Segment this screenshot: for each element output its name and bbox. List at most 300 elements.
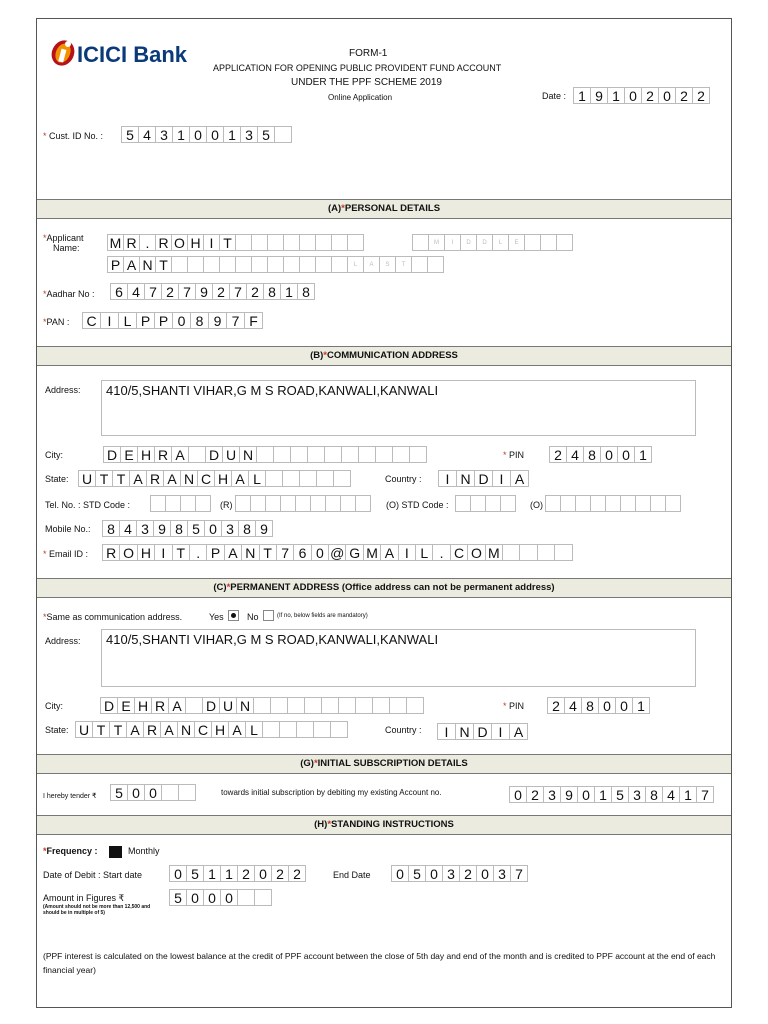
char-box[interactable]: T: [92, 721, 110, 738]
char-box[interactable]: U: [78, 470, 96, 487]
char-box[interactable]: U: [75, 721, 93, 738]
char-box[interactable]: [187, 256, 204, 273]
char-box[interactable]: 0: [204, 520, 222, 537]
char-box[interactable]: [262, 721, 280, 738]
char-box[interactable]: 3: [155, 126, 173, 143]
char-box[interactable]: 5: [121, 126, 139, 143]
char-box[interactable]: 8: [297, 283, 315, 300]
char-box[interactable]: 2: [246, 283, 264, 300]
char-box[interactable]: 4: [127, 283, 145, 300]
char-box[interactable]: P: [107, 256, 124, 273]
char-box[interactable]: [524, 234, 541, 251]
char-box[interactable]: [341, 446, 359, 463]
char-box[interactable]: 9: [560, 786, 578, 803]
char-box[interactable]: 2: [288, 865, 306, 882]
char-box[interactable]: H: [211, 721, 229, 738]
char-box[interactable]: 1: [280, 283, 298, 300]
char-box[interactable]: [545, 495, 561, 512]
cust-id-boxes[interactable]: [121, 126, 291, 143]
char-box[interactable]: [180, 495, 196, 512]
char-box[interactable]: 3: [442, 865, 460, 882]
char-box[interactable]: 8: [170, 520, 188, 537]
char-box[interactable]: 3: [493, 865, 511, 882]
char-box[interactable]: 9: [153, 520, 171, 537]
char-box[interactable]: A: [126, 721, 144, 738]
char-box[interactable]: [372, 697, 390, 714]
char-box[interactable]: [411, 256, 428, 273]
char-box[interactable]: [455, 495, 471, 512]
char-box[interactable]: U: [219, 697, 237, 714]
char-box[interactable]: 2: [526, 786, 544, 803]
char-box[interactable]: P: [206, 544, 224, 561]
char-box[interactable]: H: [214, 470, 232, 487]
char-box[interactable]: 3: [628, 786, 646, 803]
char-box[interactable]: 4: [119, 520, 137, 537]
char-box[interactable]: D: [474, 470, 493, 487]
char-box[interactable]: N: [139, 256, 156, 273]
char-box[interactable]: 2: [161, 283, 179, 300]
char-box[interactable]: 4: [566, 446, 584, 463]
char-box[interactable]: [253, 697, 271, 714]
char-box[interactable]: 9: [255, 520, 273, 537]
char-box[interactable]: [283, 234, 300, 251]
char-box[interactable]: D: [100, 697, 118, 714]
char-box[interactable]: 2: [459, 865, 477, 882]
char-box[interactable]: [287, 697, 305, 714]
char-box[interactable]: [409, 446, 427, 463]
char-box[interactable]: N: [180, 470, 198, 487]
char-box[interactable]: M: [485, 544, 503, 561]
char-box[interactable]: L: [248, 470, 266, 487]
char-box[interactable]: F: [244, 312, 263, 329]
perm-city-boxes[interactable]: [100, 697, 423, 714]
char-box[interactable]: [315, 256, 332, 273]
char-box[interactable]: 1: [573, 87, 591, 104]
char-box[interactable]: 7: [510, 865, 528, 882]
char-box[interactable]: D: [460, 234, 477, 251]
char-box[interactable]: R: [155, 234, 172, 251]
char-box[interactable]: 7: [696, 786, 714, 803]
char-box[interactable]: [665, 495, 681, 512]
char-box[interactable]: 0: [186, 889, 204, 906]
char-box[interactable]: [325, 495, 341, 512]
char-box[interactable]: O: [171, 234, 188, 251]
char-box[interactable]: 4: [662, 786, 680, 803]
char-box[interactable]: 7: [226, 312, 245, 329]
perm-state-boxes[interactable]: [75, 721, 347, 738]
char-box[interactable]: [270, 697, 288, 714]
char-box[interactable]: S: [379, 256, 396, 273]
char-box[interactable]: L: [415, 544, 433, 561]
char-box[interactable]: [274, 126, 292, 143]
char-box[interactable]: [299, 470, 317, 487]
char-box[interactable]: E: [117, 697, 135, 714]
char-box[interactable]: 9: [195, 283, 213, 300]
mobile-boxes[interactable]: [102, 520, 272, 537]
char-box[interactable]: A: [163, 470, 181, 487]
char-box[interactable]: [299, 256, 316, 273]
char-box[interactable]: [235, 256, 252, 273]
char-box[interactable]: 8: [190, 312, 209, 329]
char-box[interactable]: .: [139, 234, 156, 251]
char-box[interactable]: [315, 234, 332, 251]
char-box[interactable]: 1: [172, 126, 190, 143]
char-box[interactable]: T: [155, 256, 172, 273]
char-box[interactable]: 5: [186, 865, 204, 882]
aadhar-boxes[interactable]: [110, 283, 314, 300]
char-box[interactable]: R: [151, 697, 169, 714]
char-box[interactable]: 8: [238, 520, 256, 537]
char-box[interactable]: 2: [692, 87, 710, 104]
end-date-boxes[interactable]: [391, 865, 527, 882]
char-box[interactable]: [375, 446, 393, 463]
char-box[interactable]: .: [189, 544, 207, 561]
char-box[interactable]: 1: [594, 786, 612, 803]
char-box[interactable]: [650, 495, 666, 512]
char-box[interactable]: [575, 495, 591, 512]
char-box[interactable]: 0: [311, 544, 329, 561]
char-box[interactable]: A: [160, 721, 178, 738]
char-box[interactable]: [412, 234, 429, 251]
char-box[interactable]: R: [143, 721, 161, 738]
char-box[interactable]: [310, 495, 326, 512]
char-box[interactable]: 2: [212, 283, 230, 300]
char-box[interactable]: 8: [581, 697, 599, 714]
char-box[interactable]: N: [239, 446, 257, 463]
char-box[interactable]: 5: [257, 126, 275, 143]
char-box[interactable]: 6: [293, 544, 311, 561]
char-box[interactable]: [560, 495, 576, 512]
comm-country-boxes[interactable]: [438, 470, 528, 487]
comm-address-field[interactable]: 410/5,SHANTI VIHAR,G M S ROAD,KANWALI,KANWALI: [101, 380, 696, 436]
char-box[interactable]: 0: [189, 126, 207, 143]
char-box[interactable]: 1: [220, 865, 238, 882]
perm-address-field[interactable]: 410/5,SHANTI VIHAR,G M S ROAD,KANWALI,KANWALI: [101, 629, 696, 687]
char-box[interactable]: [203, 256, 220, 273]
char-box[interactable]: 0: [615, 697, 633, 714]
char-box[interactable]: C: [450, 544, 468, 561]
char-box[interactable]: 0: [206, 126, 224, 143]
char-box[interactable]: L: [245, 721, 263, 738]
char-box[interactable]: [389, 697, 407, 714]
char-box[interactable]: [267, 256, 284, 273]
char-box[interactable]: C: [82, 312, 101, 329]
perm-country-boxes[interactable]: [437, 723, 527, 740]
char-box[interactable]: [321, 697, 339, 714]
char-box[interactable]: [331, 256, 348, 273]
char-box[interactable]: 0: [617, 446, 635, 463]
char-box[interactable]: 5: [408, 865, 426, 882]
char-box[interactable]: [620, 495, 636, 512]
char-box[interactable]: [554, 544, 572, 561]
char-box[interactable]: 2: [547, 697, 565, 714]
char-box[interactable]: [331, 234, 348, 251]
char-box[interactable]: I: [492, 470, 511, 487]
frequency-checkbox[interactable]: [109, 846, 122, 858]
char-box[interactable]: P: [154, 312, 173, 329]
char-box[interactable]: [590, 495, 606, 512]
char-box[interactable]: [304, 697, 322, 714]
char-box[interactable]: 1: [203, 865, 221, 882]
char-box[interactable]: [519, 544, 537, 561]
char-box[interactable]: [178, 784, 196, 801]
char-box[interactable]: [556, 234, 573, 251]
char-box[interactable]: 7: [276, 544, 294, 561]
char-box[interactable]: I: [100, 312, 119, 329]
char-box[interactable]: [150, 495, 166, 512]
char-box[interactable]: C: [197, 470, 215, 487]
char-box[interactable]: [254, 889, 272, 906]
char-box[interactable]: D: [476, 234, 493, 251]
char-box[interactable]: [161, 784, 179, 801]
char-box[interactable]: 1: [632, 697, 650, 714]
char-box[interactable]: H: [137, 446, 155, 463]
char-box[interactable]: A: [510, 470, 529, 487]
char-box[interactable]: [427, 256, 444, 273]
char-box[interactable]: [256, 446, 274, 463]
middle-name-boxes[interactable]: [412, 234, 572, 251]
char-box[interactable]: P: [136, 312, 155, 329]
char-box[interactable]: O: [467, 544, 485, 561]
char-box[interactable]: [235, 234, 252, 251]
char-box[interactable]: 0: [391, 865, 409, 882]
char-box[interactable]: .: [432, 544, 450, 561]
char-box[interactable]: 0: [254, 865, 272, 882]
char-box[interactable]: N: [177, 721, 195, 738]
char-box[interactable]: 6: [110, 283, 128, 300]
char-box[interactable]: 3: [240, 126, 258, 143]
char-box[interactable]: N: [236, 697, 254, 714]
subscription-amount-boxes[interactable]: [110, 784, 195, 801]
char-box[interactable]: 5: [187, 520, 205, 537]
char-box[interactable]: [219, 256, 236, 273]
date-boxes[interactable]: [573, 87, 709, 104]
char-box[interactable]: [267, 234, 284, 251]
char-box[interactable]: 0: [203, 889, 221, 906]
char-box[interactable]: [235, 495, 251, 512]
char-box[interactable]: G: [345, 544, 363, 561]
char-box[interactable]: I: [491, 723, 510, 740]
char-box[interactable]: L: [118, 312, 137, 329]
perm-pin-boxes[interactable]: [547, 697, 649, 714]
char-box[interactable]: 3: [136, 520, 154, 537]
char-box[interactable]: T: [95, 470, 113, 487]
char-box[interactable]: [165, 495, 181, 512]
tel-o-std-boxes[interactable]: [455, 495, 515, 512]
char-box[interactable]: [358, 446, 376, 463]
char-box[interactable]: 0: [509, 786, 527, 803]
char-box[interactable]: [635, 495, 651, 512]
char-box[interactable]: H: [187, 234, 204, 251]
char-box[interactable]: [273, 446, 291, 463]
char-box[interactable]: I: [444, 234, 461, 251]
char-box[interactable]: T: [109, 721, 127, 738]
char-box[interactable]: [283, 256, 300, 273]
char-box[interactable]: [265, 470, 283, 487]
char-box[interactable]: I: [203, 234, 220, 251]
char-box[interactable]: 5: [110, 784, 128, 801]
char-box[interactable]: 0: [476, 865, 494, 882]
char-box[interactable]: A: [129, 470, 147, 487]
char-box[interactable]: 5: [611, 786, 629, 803]
char-box[interactable]: A: [228, 721, 246, 738]
char-box[interactable]: [485, 495, 501, 512]
char-box[interactable]: 0: [144, 784, 162, 801]
char-box[interactable]: [324, 446, 342, 463]
char-box[interactable]: [340, 495, 356, 512]
no-checkbox[interactable]: [263, 610, 274, 621]
account-number-boxes[interactable]: [509, 786, 713, 803]
char-box[interactable]: [540, 234, 557, 251]
char-box[interactable]: [295, 495, 311, 512]
char-box[interactable]: [392, 446, 410, 463]
char-box[interactable]: 0: [658, 87, 676, 104]
char-box[interactable]: I: [398, 544, 416, 561]
char-box[interactable]: 9: [208, 312, 227, 329]
char-box[interactable]: A: [168, 697, 186, 714]
char-box[interactable]: [251, 234, 268, 251]
char-box[interactable]: 7: [229, 283, 247, 300]
char-box[interactable]: A: [171, 446, 189, 463]
tel-std-boxes[interactable]: [150, 495, 210, 512]
comm-state-boxes[interactable]: [78, 470, 350, 487]
char-box[interactable]: [313, 721, 331, 738]
char-box[interactable]: 9: [590, 87, 608, 104]
char-box[interactable]: R: [123, 234, 140, 251]
comm-city-boxes[interactable]: [103, 446, 426, 463]
char-box[interactable]: [290, 446, 308, 463]
char-box[interactable]: I: [154, 544, 172, 561]
char-box[interactable]: D: [103, 446, 121, 463]
char-box[interactable]: [299, 234, 316, 251]
char-box[interactable]: 7: [178, 283, 196, 300]
char-box[interactable]: 3: [543, 786, 561, 803]
char-box[interactable]: N: [455, 723, 474, 740]
char-box[interactable]: N: [456, 470, 475, 487]
char-box[interactable]: A: [224, 544, 242, 561]
tel-o-boxes[interactable]: [545, 495, 680, 512]
char-box[interactable]: 1: [607, 87, 625, 104]
char-box[interactable]: 4: [564, 697, 582, 714]
char-box[interactable]: 2: [237, 865, 255, 882]
char-box[interactable]: 0: [220, 889, 238, 906]
char-box[interactable]: C: [194, 721, 212, 738]
char-box[interactable]: I: [438, 470, 457, 487]
char-box[interactable]: 5: [169, 889, 187, 906]
char-box[interactable]: 0: [425, 865, 443, 882]
char-box[interactable]: [171, 256, 188, 273]
char-box[interactable]: H: [137, 544, 155, 561]
char-box[interactable]: A: [231, 470, 249, 487]
char-box[interactable]: [500, 495, 516, 512]
char-box[interactable]: 8: [583, 446, 601, 463]
char-box[interactable]: L: [347, 256, 364, 273]
char-box[interactable]: O: [119, 544, 137, 561]
char-box[interactable]: 0: [169, 865, 187, 882]
char-box[interactable]: [280, 495, 296, 512]
char-box[interactable]: D: [202, 697, 220, 714]
char-box[interactable]: A: [380, 544, 398, 561]
first-name-boxes[interactable]: [107, 234, 363, 251]
char-box[interactable]: [296, 721, 314, 738]
char-box[interactable]: T: [395, 256, 412, 273]
char-box[interactable]: 1: [223, 126, 241, 143]
char-box[interactable]: [406, 697, 424, 714]
email-boxes[interactable]: [102, 544, 572, 561]
char-box[interactable]: [251, 256, 268, 273]
char-box[interactable]: [338, 697, 356, 714]
char-box[interactable]: U: [222, 446, 240, 463]
char-box[interactable]: 1: [634, 446, 652, 463]
char-box[interactable]: T: [172, 544, 190, 561]
char-box[interactable]: N: [241, 544, 259, 561]
char-box[interactable]: [316, 470, 334, 487]
char-box[interactable]: [307, 446, 325, 463]
char-box[interactable]: 2: [549, 446, 567, 463]
char-box[interactable]: 0: [127, 784, 145, 801]
yes-checkbox[interactable]: [228, 610, 239, 621]
char-box[interactable]: [502, 544, 520, 561]
char-box[interactable]: E: [120, 446, 138, 463]
char-box[interactable]: R: [154, 446, 172, 463]
char-box[interactable]: [605, 495, 621, 512]
char-box[interactable]: 4: [138, 126, 156, 143]
char-box[interactable]: @: [328, 544, 346, 561]
char-box[interactable]: H: [134, 697, 152, 714]
char-box[interactable]: M: [428, 234, 445, 251]
char-box[interactable]: L: [492, 234, 509, 251]
char-box[interactable]: [282, 470, 300, 487]
tel-r-boxes[interactable]: [235, 495, 370, 512]
char-box[interactable]: A: [509, 723, 528, 740]
char-box[interactable]: [195, 495, 211, 512]
char-box[interactable]: [237, 889, 255, 906]
char-box[interactable]: R: [146, 470, 164, 487]
char-box[interactable]: 0: [598, 697, 616, 714]
start-date-boxes[interactable]: [169, 865, 305, 882]
char-box[interactable]: 7: [144, 283, 162, 300]
char-box[interactable]: [185, 697, 203, 714]
char-box[interactable]: T: [219, 234, 236, 251]
char-box[interactable]: 0: [600, 446, 618, 463]
char-box[interactable]: D: [473, 723, 492, 740]
char-box[interactable]: D: [205, 446, 223, 463]
char-box[interactable]: I: [437, 723, 456, 740]
char-box[interactable]: 0: [624, 87, 642, 104]
char-box[interactable]: 2: [271, 865, 289, 882]
pan-boxes[interactable]: [82, 312, 262, 329]
comm-pin-boxes[interactable]: [549, 446, 651, 463]
char-box[interactable]: T: [112, 470, 130, 487]
char-box[interactable]: 1: [679, 786, 697, 803]
char-box[interactable]: 0: [172, 312, 191, 329]
char-box[interactable]: 0: [577, 786, 595, 803]
si-amount-boxes[interactable]: [169, 889, 271, 906]
char-box[interactable]: 2: [675, 87, 693, 104]
char-box[interactable]: M: [107, 234, 124, 251]
char-box[interactable]: [347, 234, 364, 251]
char-box[interactable]: [330, 721, 348, 738]
char-box[interactable]: [265, 495, 281, 512]
char-box[interactable]: [537, 544, 555, 561]
char-box[interactable]: A: [363, 256, 380, 273]
char-box[interactable]: A: [123, 256, 140, 273]
char-box[interactable]: 8: [645, 786, 663, 803]
char-box[interactable]: E: [508, 234, 525, 251]
char-box[interactable]: 2: [641, 87, 659, 104]
char-box[interactable]: [355, 495, 371, 512]
char-box[interactable]: 3: [221, 520, 239, 537]
